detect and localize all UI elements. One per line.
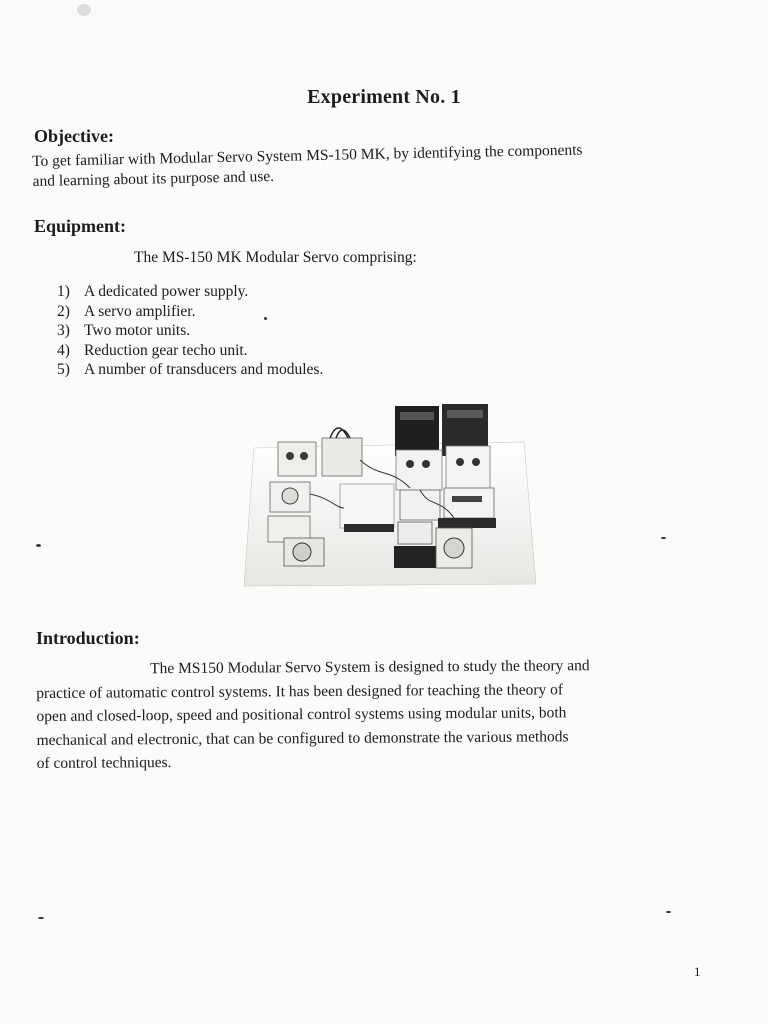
list-item xyxy=(57,321,323,341)
list-item-number: 4) xyxy=(57,341,70,359)
page-number: 1 xyxy=(694,964,701,979)
objective-line: To get familiar with Modular Servo System MS-150 MK, by identifying the components xyxy=(32,141,583,170)
scan-speck xyxy=(661,537,666,539)
scan-speck xyxy=(666,911,671,913)
objective-text xyxy=(32,138,693,192)
introduction-text xyxy=(36,653,697,775)
list-item xyxy=(57,341,323,361)
equipment-intro: The MS-150 MK Modular Servo comprising: xyxy=(134,249,417,266)
introduction-line: of control techniques. xyxy=(36,754,172,772)
list-item-number: 1) xyxy=(57,283,70,300)
objective-heading: Objective: xyxy=(34,126,114,146)
page-title xyxy=(0,86,768,109)
list-item-number: 3) xyxy=(57,322,70,339)
scan-speck xyxy=(38,917,44,919)
list-item xyxy=(57,282,323,302)
list-item-text: A servo amplifier. xyxy=(84,302,196,320)
scan-speck xyxy=(36,544,41,547)
introduction-line: The MS150 Modular Servo System is designed to study the theory and xyxy=(150,657,590,678)
list-item-text: A number of transducers and modules. xyxy=(84,361,324,378)
equipment-heading: Equipment: xyxy=(34,216,127,236)
list-item xyxy=(57,302,323,322)
list-item-text: A dedicated power supply. xyxy=(84,283,249,300)
list-item-text: Two motor units. xyxy=(84,322,191,339)
objective-line: and learning about its purpose and use. xyxy=(32,167,275,190)
list-item-number: 5) xyxy=(57,361,70,378)
servo-system-photo xyxy=(240,398,538,588)
introduction-line: mechanical and electronic, that can be configured to demonstrate the various methods xyxy=(36,727,569,749)
list-item-number: 2) xyxy=(57,302,70,320)
scan-speck xyxy=(77,4,91,16)
list-item-text: Reduction gear techo unit. xyxy=(84,341,248,359)
title-text: Experiment No. 1 xyxy=(307,86,461,108)
list-item xyxy=(57,360,323,380)
introduction-heading: Introduction: xyxy=(36,628,140,648)
equipment-list xyxy=(57,282,323,380)
introduction-line: open and closed-loop, speed and positional control systems using modular units, both xyxy=(36,704,567,725)
scan-speck xyxy=(264,317,267,320)
introduction-line: practice of automatic control systems. It has been designed for teaching the theory of xyxy=(36,680,564,702)
